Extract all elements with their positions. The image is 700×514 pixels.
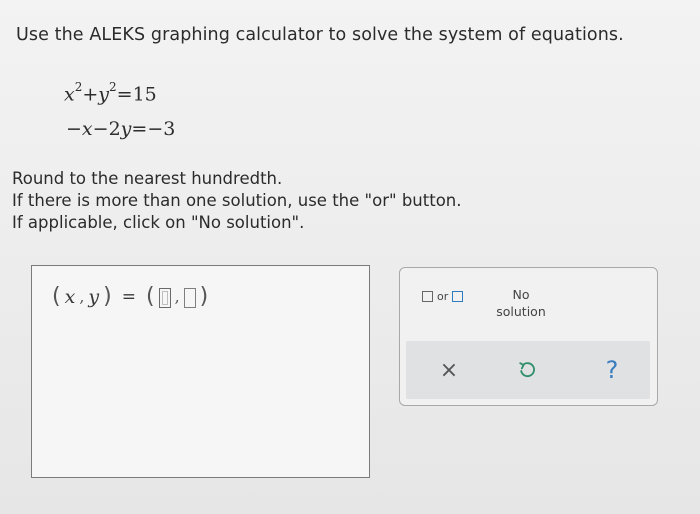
question-text: Use the ALEKS graphing calculator to solve the system of equations. [16,25,624,45]
or-right-box-icon [452,291,463,302]
slot-comma: , [174,287,180,306]
keypad-panel [399,267,658,406]
undo-icon [517,360,537,380]
no-solution-line2: solution [496,304,546,319]
clear-button[interactable] [429,355,469,385]
action-bar [406,341,650,399]
answer-y-label: y [88,285,100,308]
instruction-line: If there is more than one solution, use the "or" button. [12,191,462,210]
eq1-y: y [98,83,110,106]
answer-comma: , [79,287,85,306]
y-value-input[interactable] [184,288,196,308]
equation-1 [64,82,157,105]
no-solution-line1: No [512,287,530,302]
eq2-coef: 2 [108,118,121,140]
eq2-rhs: −3 [147,118,176,140]
no-solution-button[interactable] [488,286,554,320]
instructions [12,168,462,234]
undo-button[interactable] [507,355,547,385]
eq1-equals: = [116,83,133,106]
eq2-equals: = [131,118,148,140]
x-value-input[interactable] [159,288,171,308]
or-label: or [437,290,449,303]
help-button[interactable] [592,355,632,385]
answer-open-paren: ( [52,284,61,309]
eq2-x: x [81,118,93,140]
eq2-minus: − [92,118,109,140]
instruction-line: Round to the nearest hundredth. [12,169,283,188]
eq1-rhs: 15 [132,83,157,106]
x-icon: × [439,357,459,383]
equation-2 [66,118,175,140]
question-icon: ? [605,356,619,384]
eq2-neg: − [66,118,82,140]
eq1-plus: + [82,83,99,106]
answer-input-area[interactable] [31,265,370,478]
eq1-y-exponent: 2 [109,80,117,94]
instruction-line: If applicable, click on "No solution". [12,213,305,232]
answer-x-label: x [64,285,76,308]
or-left-box-icon [422,291,433,302]
eq1-x-exponent: 2 [74,80,83,94]
answer-close-paren: ) [103,284,112,309]
eq1-x: x [64,83,75,106]
answer-expression[interactable] [52,284,208,309]
or-button[interactable] [422,290,463,303]
eq2-y: y [120,118,132,140]
slot-close-paren: ) [199,284,209,309]
slot-open-paren: ( [145,284,155,309]
answer-equals: = [121,286,136,307]
